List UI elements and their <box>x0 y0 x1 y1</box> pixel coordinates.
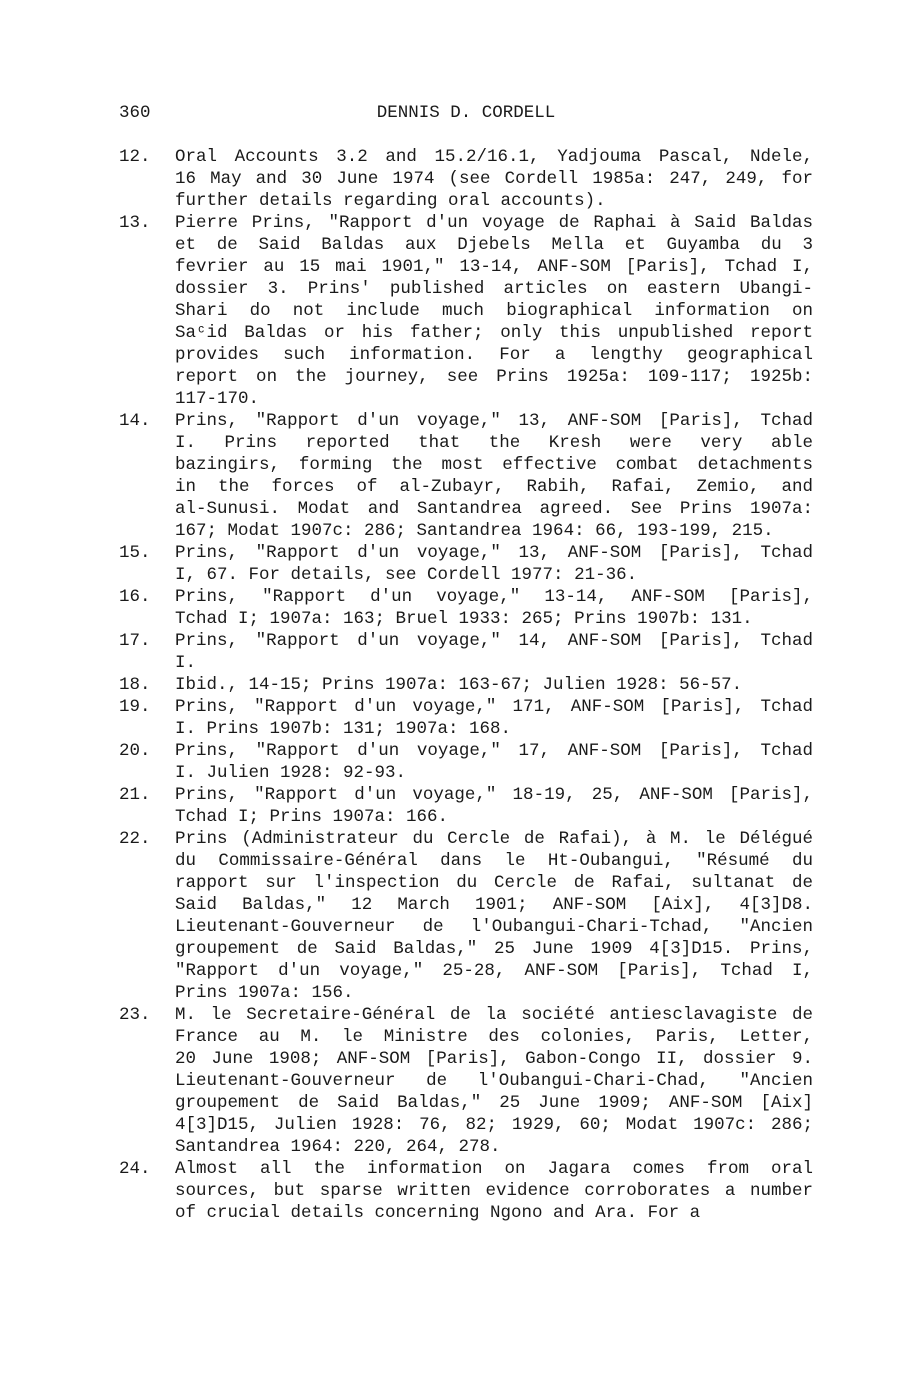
endnote <box>119 410 813 542</box>
endnote-text-line: 4[3]D15, Julien 1928: 76, 82; 1929, 60; Modat 1907c: 286; <box>175 1115 813 1135</box>
endnote-text-line: et de Said Baldas aux Djebels Mella et Guyamba du 3 <box>175 235 813 255</box>
endnote-text-line: I. <box>175 653 197 673</box>
endnote-text-line: al-Sunusi. Modat and Santandrea agreed. See Prins 1907a: <box>175 499 813 519</box>
endnote-text-line: I. Julien 1928: 92-93. <box>175 763 407 783</box>
endnote-number: 16. <box>119 587 151 607</box>
endnote-text-line: Shari do not include much biographical information on <box>175 301 813 321</box>
endnote-text-line: in the forces of al-Zubayr, Rabih, Rafai, Zemio, and <box>175 477 813 497</box>
endnote-text-line: Santandrea 1964: 220, 264, 278. <box>175 1137 501 1157</box>
endnote-number: 24. <box>119 1159 151 1179</box>
endnote-text-line: fevrier au 15 mai 1901," 13-14, ANF-SOM [Paris], Tchad I, <box>175 257 813 277</box>
endnote-number: 12. <box>119 147 151 167</box>
endnote-text-line: Prins, "Rapport d'un voyage," 17, ANF-SOM [Paris], Tchad <box>175 741 813 761</box>
endnote-text-line: Tchad I; 1907a: 163; Bruel 1933: 265; Prins 1907b: 131. <box>175 609 753 629</box>
endnote-text-line: I. Prins reported that the Kresh were very able <box>175 433 813 453</box>
endnote-text-line: Tchad I; Prins 1907a: 166. <box>175 807 449 827</box>
endnote-text-line: Prins, "Rapport d'un voyage," 14, ANF-SOM [Paris], Tchad <box>175 631 813 651</box>
endnote-text-line: sources, but sparse written evidence corroborates a number <box>175 1181 813 1201</box>
endnote-number: 13. <box>119 213 151 233</box>
endnote-text-line: Prins, "Rapport d'un voyage," 13, ANF-SOM [Paris], Tchad <box>175 543 813 563</box>
endnote-text-line: groupement de Said Baldas," 25 June 1909 4[3]D15. Prins, <box>175 939 813 959</box>
endnote-text-line: Ibid., 14-15; Prins 1907a: 163-67; Julien 1928: 56-57. <box>175 675 743 695</box>
endnote-text-line: 20 June 1908; ANF-SOM [Paris], Gabon-Congo II, dossier 9. <box>175 1049 813 1069</box>
page-header <box>119 101 813 125</box>
endnote-text-line: Prins, "Rapport d'un voyage," 18-19, 25, ANF-SOM [Paris], <box>175 785 813 805</box>
endnote-text-line: 167; Modat 1907c: 286; Santandrea 1964: 66, 193-199, 215. <box>175 521 774 541</box>
endnote-text-line: "Rapport d'un voyage," 25-28, ANF-SOM [Paris], Tchad I, <box>175 961 813 981</box>
endnote <box>119 146 813 212</box>
endnote-number: 14. <box>119 411 151 431</box>
endnote <box>119 740 813 784</box>
endnote-number: 19. <box>119 697 151 717</box>
endnote-text-line: I. Prins 1907b: 131; 1907a: 168. <box>175 719 512 739</box>
page-number: 360 <box>119 103 151 123</box>
endnote-text-line: Prins (Administrateur du Cercle de Rafai), à M. le Délégué <box>175 829 813 849</box>
endnote <box>119 674 813 696</box>
endnote-number: 15. <box>119 543 151 563</box>
endnote-text-line: Lieutenant-Gouverneur de l'Oubangui-Chari-Chad, "Ancien <box>175 1071 813 1091</box>
endnote-number: 18. <box>119 675 151 695</box>
endnote-text-line: Prins 1907a: 156. <box>175 983 354 1003</box>
endnote-text-line: groupement de Said Baldas," 25 June 1909; ANF-SOM [Aix] <box>175 1093 813 1113</box>
endnote-number: 20. <box>119 741 151 761</box>
endnote-text-line: Almost all the information on Jagara comes from oral <box>175 1159 813 1179</box>
endnote-text-line: Oral Accounts 3.2 and 15.2/16.1, Yadjouma Pascal, Ndele, <box>175 147 813 167</box>
endnote-text-line: bazingirs, forming the most effective combat detachments <box>175 455 813 475</box>
endnote-text-line: Saᶜid Baldas or his father; only this unpublished report <box>175 323 813 343</box>
endnote-text-line: further details regarding oral accounts). <box>175 191 606 211</box>
endnote-text-line: 117-170. <box>175 389 260 409</box>
endnote-text-line: 16 May and 30 June 1974 (see Cordell 1985a: 247, 249, for <box>175 169 813 189</box>
endnote <box>119 542 813 586</box>
endnote-text-line: provides such information. For a lengthy geographical <box>175 345 813 365</box>
endnote-text-line: Said Baldas," 12 March 1901; ANF-SOM [Aix], 4[3]D8. <box>175 895 813 915</box>
endnote-number: 23. <box>119 1005 151 1025</box>
endnote <box>119 586 813 630</box>
endnote <box>119 784 813 828</box>
endnote-text-line: France au M. le Ministre des colonies, Paris, Letter, <box>175 1027 813 1047</box>
running-head: DENNIS D. CORDELL <box>376 103 556 123</box>
endnote-text-line: dossier 3. Prins' published articles on eastern Ubangi- <box>175 279 813 299</box>
endnote <box>119 630 813 674</box>
endnote-text-line: I, 67. For details, see Cordell 1977: 21-36. <box>175 565 638 585</box>
endnote-text-line: of crucial details concerning Ngono and Ara. For a <box>175 1203 701 1223</box>
endnote <box>119 212 813 410</box>
endnote-text-line: Pierre Prins, "Rapport d'un voyage de Raphai à Said Baldas <box>175 213 813 233</box>
endnote <box>119 1158 813 1224</box>
endnote-text-line: M. le Secretaire-Général de la société antiesclavagiste de <box>175 1005 813 1025</box>
endnotes-list <box>119 146 813 1224</box>
endnote <box>119 828 813 1004</box>
endnote-number: 17. <box>119 631 151 651</box>
endnote-text-line: Lieutenant-Gouverneur de l'Oubangui-Chari-Tchad, "Ancien <box>175 917 813 937</box>
endnote-text-line: Prins, "Rapport d'un voyage," 171, ANF-SOM [Paris], Tchad <box>175 697 813 717</box>
endnote-text-line: rapport sur l'inspection du Cercle de Rafai, sultanat de <box>175 873 813 893</box>
endnote-text-line: Prins, "Rapport d'un voyage," 13-14, ANF-SOM [Paris], <box>175 587 813 607</box>
endnote-text-line: report on the journey, see Prins 1925a: 109-117; 1925b: <box>175 367 813 387</box>
endnote-number: 22. <box>119 829 151 849</box>
endnote-text-line: du Commissaire-Général dans le Ht-Oubangui, "Résumé du <box>175 851 813 871</box>
endnote-number: 21. <box>119 785 151 805</box>
endnote <box>119 1004 813 1158</box>
endnote-text-line: Prins, "Rapport d'un voyage," 13, ANF-SOM [Paris], Tchad <box>175 411 813 431</box>
endnote <box>119 696 813 740</box>
